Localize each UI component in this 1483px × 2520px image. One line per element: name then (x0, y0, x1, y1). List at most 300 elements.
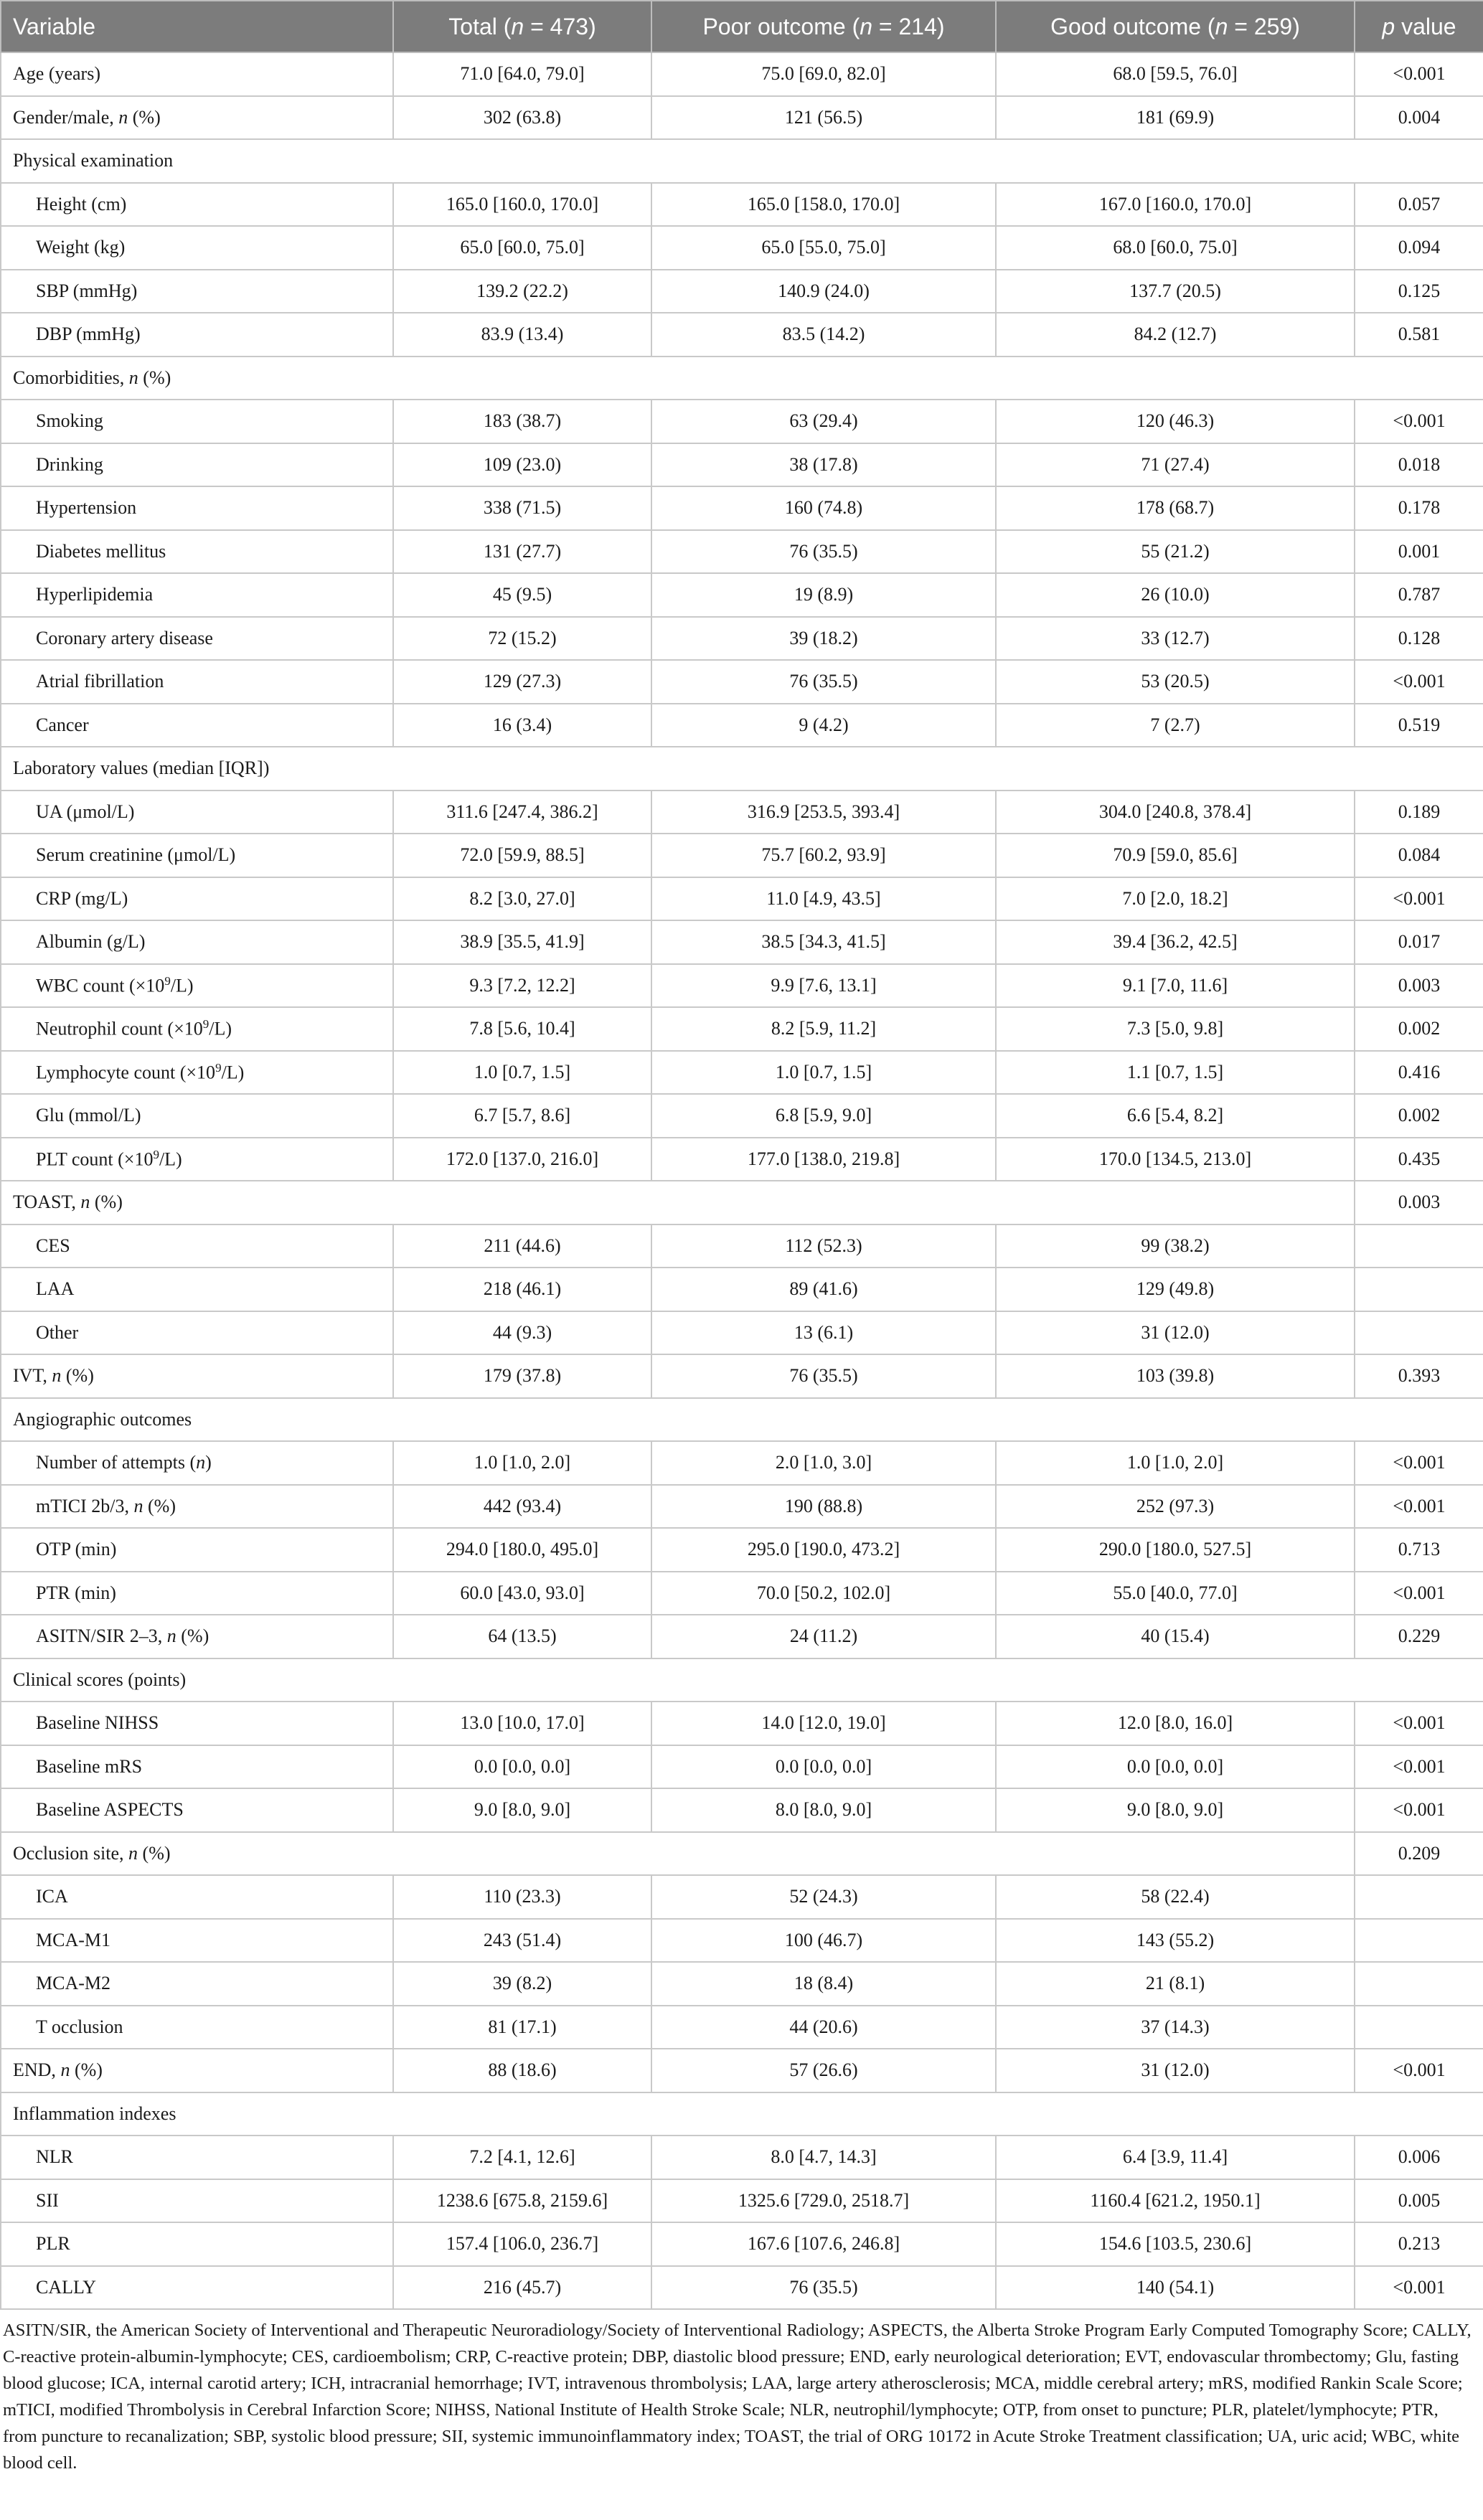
variable-label-suffix: (%) (70, 2059, 103, 2081)
good-outcome-cell: 71 (27.4) (996, 443, 1355, 487)
total-cell: 9.0 [8.0, 9.0] (393, 1788, 651, 1832)
total-cell: 60.0 [43.0, 93.0] (393, 1572, 651, 1615)
p-value-cell: 0.004 (1355, 96, 1483, 140)
good-outcome-cell: 21 (8.1) (996, 1962, 1355, 2006)
table-row (1, 660, 1483, 704)
p-value-cell: 0.001 (1355, 530, 1483, 574)
poor-outcome-cell: 76 (35.5) (651, 660, 996, 704)
n-symbol: n (196, 1452, 206, 1473)
total-cell: 71.0 [64.0, 79.0] (393, 52, 651, 96)
variable-label-suffix: (%) (176, 1625, 209, 1647)
variable-cell (1, 1962, 393, 2006)
total-cell: 39 (8.2) (393, 1962, 651, 2006)
p-value-cell: <0.001 (1355, 400, 1483, 443)
good-outcome-cell: 252 (97.3) (996, 1485, 1355, 1529)
poor-outcome-cell: 8.0 [8.0, 9.0] (651, 1788, 996, 1832)
table-row (1, 791, 1483, 834)
p-value-cell: <0.001 (1355, 1485, 1483, 1529)
poor-outcome-cell: 140.9 (24.0) (651, 270, 996, 313)
variable-cell (1, 920, 393, 964)
p-value-cell: <0.001 (1355, 877, 1483, 921)
p-value-cell: 0.002 (1355, 1094, 1483, 1138)
variable-cell (1, 1441, 393, 1485)
table-row (1, 226, 1483, 270)
p-value-cell: 0.416 (1355, 1051, 1483, 1095)
p-value-cell (1355, 1962, 1483, 2006)
total-cell: 13.0 [10.0, 17.0] (393, 1702, 651, 1745)
variable-label: Angiographic outcomes (13, 1408, 192, 1430)
table-row (1, 1788, 1483, 1832)
p-value-cell: <0.001 (1355, 2049, 1483, 2092)
variable-cell (1, 1138, 393, 1181)
table-row (1, 313, 1483, 357)
variable-label: Inflammation indexes (13, 2103, 176, 2124)
good-outcome-cell: 143 (55.2) (996, 1919, 1355, 1963)
total-cell: 83.9 (13.4) (393, 313, 651, 357)
table-row (1, 1441, 1483, 1485)
total-cell: 72.0 [59.9, 88.5] (393, 834, 651, 877)
good-outcome-cell: 99 (38.2) (996, 1224, 1355, 1268)
total-cell: 88 (18.6) (393, 2049, 651, 2092)
poor-outcome-cell: 6.8 [5.9, 9.0] (651, 1094, 996, 1138)
variable-cell (1, 877, 393, 921)
total-cell: 8.2 [3.0, 27.0] (393, 877, 651, 921)
variable-label: Albumin (g/L) (36, 931, 146, 953)
variable-label: Cancer (36, 714, 89, 735)
total-cell: 81 (17.1) (393, 2006, 651, 2049)
variable-label: DBP (mmHg) (36, 324, 141, 345)
total-cell: 65.0 [60.0, 75.0] (393, 226, 651, 270)
variable-cell (1, 183, 393, 227)
p-value-cell: 0.017 (1355, 920, 1483, 964)
good-outcome-cell: 31 (12.0) (996, 2049, 1355, 2092)
good-outcome-cell: 31 (12.0) (996, 1311, 1355, 1355)
p-value-cell: 0.125 (1355, 270, 1483, 313)
variable-cell (1, 1702, 393, 1745)
table-row (1, 1051, 1483, 1095)
variable-label: MCA-M2 (36, 1973, 111, 1994)
good-outcome-cell: 58 (22.4) (996, 1875, 1355, 1919)
table-row (1, 2049, 1483, 2092)
p-value-cell: 0.393 (1355, 1354, 1483, 1398)
poor-outcome-cell: 9.9 [7.6, 13.1] (651, 964, 996, 1008)
section-row (1, 1181, 1483, 1224)
table-row (1, 486, 1483, 530)
p-value-cell: 0.229 (1355, 1615, 1483, 1658)
variable-label: Hyperlipidemia (36, 584, 154, 605)
variable-cell (1, 1572, 393, 1615)
good-outcome-cell: 7.0 [2.0, 18.2] (996, 877, 1355, 921)
n-symbol: n (80, 1191, 90, 1213)
variable-label: Coronary artery disease (36, 627, 213, 648)
poor-outcome-cell: 100 (46.7) (651, 1919, 996, 1963)
good-outcome-cell: 6.6 [5.4, 8.2] (996, 1094, 1355, 1138)
table-row (1, 1007, 1483, 1051)
variable-cell (1, 52, 393, 96)
p-value-cell: 0.519 (1355, 704, 1483, 747)
good-outcome-cell: 9.0 [8.0, 9.0] (996, 1788, 1355, 1832)
poor-outcome-cell: 19 (8.9) (651, 573, 996, 617)
good-outcome-cell: 304.0 [240.8, 378.4] (996, 791, 1355, 834)
variable-label: UA (μmol/L) (36, 801, 135, 822)
total-cell: 7.8 [5.6, 10.4] (393, 1007, 651, 1051)
variable-cell (1, 443, 393, 487)
good-outcome-cell: 103 (39.8) (996, 1354, 1355, 1398)
variable-label: Neutrophil count (×10 (36, 1019, 203, 1040)
variable-cell (1, 1051, 393, 1095)
variable-cell (1, 1311, 393, 1355)
variable-cell (1, 2179, 393, 2223)
variable-label-suffix: (%) (143, 1495, 176, 1516)
p-value-cell: 0.003 (1355, 1181, 1483, 1224)
table-row (1, 1138, 1483, 1181)
total-cell: 72 (15.2) (393, 617, 651, 661)
variable-cell (1, 2266, 393, 2310)
superscript: 9 (215, 1060, 222, 1075)
poor-outcome-cell: 39 (18.2) (651, 617, 996, 661)
good-outcome-cell: 33 (12.7) (996, 617, 1355, 661)
n-symbol: n (166, 1625, 176, 1647)
good-outcome-cell: 170.0 [134.5, 213.0] (996, 1138, 1355, 1181)
variable-label: CES (36, 1235, 70, 1256)
variable-label: CRP (mg/L) (36, 887, 128, 909)
p-value-cell: <0.001 (1355, 1441, 1483, 1485)
variable-label: CALLY (36, 2276, 97, 2298)
p-value-cell: 0.005 (1355, 2179, 1483, 2223)
good-outcome-cell: 68.0 [59.5, 76.0] (996, 52, 1355, 96)
total-cell: 165.0 [160.0, 170.0] (393, 183, 651, 227)
variable-label: Laboratory values (median [IQR]) (13, 758, 270, 779)
p-value-cell: 0.713 (1355, 1528, 1483, 1572)
table-row (1, 2266, 1483, 2310)
variable-cell (1, 2136, 393, 2179)
n-symbol: n (52, 1365, 62, 1387)
variable-cell (1, 530, 393, 574)
variable-label: Lymphocyte count (×10 (36, 1062, 216, 1083)
good-outcome-cell: 7.3 [5.0, 9.8] (996, 1007, 1355, 1051)
variable-label: mTICI 2b/3, (36, 1495, 134, 1516)
variable-label: Comorbidities, (13, 367, 129, 388)
variable-cell (1, 1658, 1483, 1702)
total-cell: 45 (9.5) (393, 573, 651, 617)
total-cell: 183 (38.7) (393, 400, 651, 443)
p-value-cell (1355, 1268, 1483, 1311)
table-row (1, 2136, 1483, 2179)
p-value-cell: 0.018 (1355, 443, 1483, 487)
variable-label: WBC count (×10 (36, 975, 165, 996)
variable-label: ASITN/SIR 2–3, (36, 1625, 167, 1647)
table-row (1, 1572, 1483, 1615)
n-symbol: n (128, 367, 138, 388)
variable-cell (1, 617, 393, 661)
total-cell: 1.0 [0.7, 1.5] (393, 1051, 651, 1095)
variable-cell (1, 1832, 1355, 1876)
variable-label: Baseline ASPECTS (36, 1799, 184, 1821)
variable-cell (1, 964, 393, 1008)
table-footnote: ASITN/SIR, the American Society of Interventional and Therapeutic Neuroradiology/Society of Interventional Radiology; ASPECTS, the Alberta Stroke Program Early Computed Tomography Score; CALLY, C-reactive protein-albumin-lymphocyte; CES, cardioembolism; CRP, C-reactive protein; DBP, diastolic blood pressure; END, early neurological deterioration; EVT, endovascular thrombectomy; Glu, fasting blood glucose; ICA, internal carotid artery; ICH, intracranial hemorrhage; IVT, intravenous thrombolysis; LAA, large artery atherosclerosis; MCA, middle cerebral artery; mRS, modified Rankin Scale Score; mTICI, modified Thrombolysis in Cerebral Infarction Score; NIHSS, National Institute of Health Stroke Scale; NLR, neutrophil/lymphocyte; OTP, from onset to puncture; PLR, platelet/lymphocyte; PTR, from puncture to recanalization; SBP, systolic blood pressure; SII, systemic immunoinflammatory index; TOAST, the trial of ORG 10172 in Acute Stroke Treatment classification; UA, uric acid; WBC, white blood cell. (3, 2321, 1472, 2473)
variable-cell (1, 1528, 393, 1572)
variable-label-suffix: (%) (138, 1842, 171, 1864)
variable-label: NLR (36, 2146, 73, 2168)
good-outcome-cell: 55.0 [40.0, 77.0] (996, 1572, 1355, 1615)
poor-outcome-cell: 0.0 [0.0, 0.0] (651, 1745, 996, 1789)
variable-label: Diabetes mellitus (36, 540, 166, 562)
variable-cell (1, 1875, 393, 1919)
good-outcome-cell: 1.1 [0.7, 1.5] (996, 1051, 1355, 1095)
table-row (1, 1224, 1483, 1268)
p-value-cell: 0.209 (1355, 1832, 1483, 1876)
poor-outcome-cell: 18 (8.4) (651, 1962, 996, 2006)
poor-outcome-cell: 75.7 [60.2, 93.9] (651, 834, 996, 877)
section-row (1, 1658, 1483, 1702)
section-row (1, 747, 1483, 791)
poor-outcome-cell: 167.6 [107.6, 246.8] (651, 2222, 996, 2266)
table-row (1, 704, 1483, 747)
total-cell: 211 (44.6) (393, 1224, 651, 1268)
table-row (1, 400, 1483, 443)
total-cell: 129 (27.3) (393, 660, 651, 704)
section-row (1, 139, 1483, 183)
section-row (1, 357, 1483, 400)
poor-outcome-cell: 1.0 [0.7, 1.5] (651, 1051, 996, 1095)
poor-outcome-cell: 44 (20.6) (651, 2006, 996, 2049)
table-row (1, 920, 1483, 964)
total-cell: 6.7 [5.7, 8.6] (393, 1094, 651, 1138)
poor-outcome-cell: 121 (56.5) (651, 96, 996, 140)
header-p-value: p value (1355, 1, 1483, 52)
good-outcome-cell: 7 (2.7) (996, 704, 1355, 747)
total-cell: 64 (13.5) (393, 1615, 651, 1658)
good-outcome-cell: 9.1 [7.0, 11.6] (996, 964, 1355, 1008)
p-value-cell: 0.213 (1355, 2222, 1483, 2266)
poor-outcome-cell: 83.5 (14.2) (651, 313, 996, 357)
p-value-cell: 0.178 (1355, 486, 1483, 530)
good-outcome-cell: 84.2 (12.7) (996, 313, 1355, 357)
poor-outcome-cell: 112 (52.3) (651, 1224, 996, 1268)
table-row (1, 1745, 1483, 1789)
table-row (1, 834, 1483, 877)
table-row (1, 443, 1483, 487)
variable-cell (1, 1788, 393, 1832)
variable-cell (1, 1181, 1355, 1224)
poor-outcome-cell: 9 (4.2) (651, 704, 996, 747)
poor-outcome-cell: 1325.6 [729.0, 2518.7] (651, 2179, 996, 2223)
poor-outcome-cell: 295.0 [190.0, 473.2] (651, 1528, 996, 1572)
poor-outcome-cell: 165.0 [158.0, 170.0] (651, 183, 996, 227)
variable-cell (1, 1919, 393, 1963)
variable-cell (1, 2222, 393, 2266)
good-outcome-cell: 53 (20.5) (996, 660, 1355, 704)
variable-cell (1, 313, 393, 357)
table-row (1, 270, 1483, 313)
good-outcome-cell: 0.0 [0.0, 0.0] (996, 1745, 1355, 1789)
variable-cell (1, 357, 1483, 400)
total-cell: 218 (46.1) (393, 1268, 651, 1311)
variable-label: Age (years) (13, 63, 100, 85)
table-row (1, 1615, 1483, 1658)
total-cell: 16 (3.4) (393, 704, 651, 747)
variable-cell (1, 791, 393, 834)
variable-label: Clinical scores (points) (13, 1669, 187, 1690)
good-outcome-cell: 26 (10.0) (996, 573, 1355, 617)
variable-label: Atrial fibrillation (36, 671, 164, 692)
poor-outcome-cell: 11.0 [4.9, 43.5] (651, 877, 996, 921)
variable-cell (1, 270, 393, 313)
variable-label: Gender/male, (13, 106, 119, 128)
variable-label: MCA-M1 (36, 1929, 111, 1950)
p-value-cell (1355, 2006, 1483, 2049)
variable-label-suffix: ) (205, 1452, 212, 1473)
p-value-cell (1355, 1311, 1483, 1355)
good-outcome-cell: 12.0 [8.0, 16.0] (996, 1702, 1355, 1745)
p-value-cell: <0.001 (1355, 52, 1483, 96)
good-outcome-cell: 39.4 [36.2, 42.5] (996, 920, 1355, 964)
poor-outcome-cell: 38 (17.8) (651, 443, 996, 487)
total-cell: 0.0 [0.0, 0.0] (393, 1745, 651, 1789)
variable-label: Height (cm) (36, 193, 127, 214)
variable-cell (1, 1224, 393, 1268)
header-variable: Variable (1, 1, 393, 52)
good-outcome-cell: 154.6 [103.5, 230.6] (996, 2222, 1355, 2266)
variable-cell (1, 1268, 393, 1311)
table-row (1, 1875, 1483, 1919)
p-value-cell: <0.001 (1355, 1572, 1483, 1615)
variable-cell (1, 1094, 393, 1138)
variable-cell (1, 1745, 393, 1789)
table-row (1, 964, 1483, 1008)
good-outcome-cell: 137.7 (20.5) (996, 270, 1355, 313)
good-outcome-cell: 1.0 [1.0, 2.0] (996, 1441, 1355, 1485)
variable-label-suffix: (%) (61, 1365, 94, 1387)
total-cell: 172.0 [137.0, 216.0] (393, 1138, 651, 1181)
table-row (1, 1485, 1483, 1529)
header-total: Total (n = 473) (393, 1, 651, 52)
total-cell: 179 (37.8) (393, 1354, 651, 1398)
table-header-row (1, 1, 1483, 52)
variable-cell (1, 1007, 393, 1051)
variable-label: Physical examination (13, 150, 174, 171)
total-cell: 1238.6 [675.8, 2159.6] (393, 2179, 651, 2223)
poor-outcome-cell: 190 (88.8) (651, 1485, 996, 1529)
poor-outcome-cell: 14.0 [12.0, 19.0] (651, 1702, 996, 1745)
p-value-cell: 0.128 (1355, 617, 1483, 661)
variable-label: IVT, (13, 1365, 52, 1387)
good-outcome-cell: 167.0 [160.0, 170.0] (996, 183, 1355, 227)
p-value-cell: <0.001 (1355, 1702, 1483, 1745)
variable-label-suffix: (%) (138, 367, 171, 388)
table-row (1, 617, 1483, 661)
total-cell: 139.2 (22.2) (393, 270, 651, 313)
good-outcome-cell: 40 (15.4) (996, 1615, 1355, 1658)
variable-cell (1, 834, 393, 877)
table-row (1, 1702, 1483, 1745)
variable-cell (1, 2006, 393, 2049)
total-cell: 110 (23.3) (393, 1875, 651, 1919)
p-value-cell (1355, 1919, 1483, 1963)
variable-label: Drinking (36, 453, 103, 475)
poor-outcome-cell: 89 (41.6) (651, 1268, 996, 1311)
good-outcome-cell: 1160.4 [621.2, 1950.1] (996, 2179, 1355, 2223)
p-value-cell: <0.001 (1355, 1788, 1483, 1832)
total-cell: 1.0 [1.0, 2.0] (393, 1441, 651, 1485)
good-outcome-cell: 68.0 [60.0, 75.0] (996, 226, 1355, 270)
p-value-cell: 0.002 (1355, 1007, 1483, 1051)
total-cell: 109 (23.0) (393, 443, 651, 487)
p-value-cell (1355, 1875, 1483, 1919)
variable-label-suffix: /L) (209, 1019, 232, 1040)
variable-cell (1, 2049, 393, 2092)
variable-label: Hypertension (36, 497, 137, 519)
section-row (1, 1832, 1483, 1876)
variable-label: Glu (mmol/L) (36, 1105, 141, 1126)
total-cell: 243 (51.4) (393, 1919, 651, 1963)
variable-cell (1, 2092, 1483, 2136)
p-value-cell (1355, 1224, 1483, 1268)
variable-cell (1, 1615, 393, 1658)
poor-outcome-cell: 316.9 [253.5, 393.4] (651, 791, 996, 834)
poor-outcome-cell: 63 (29.4) (651, 400, 996, 443)
variable-label-suffix: /L) (170, 975, 194, 996)
variable-label: Smoking (36, 410, 103, 432)
p-value-cell: <0.001 (1355, 1745, 1483, 1789)
p-value-cell: 0.057 (1355, 183, 1483, 227)
variable-cell (1, 1354, 393, 1398)
table-body (1, 52, 1483, 2309)
good-outcome-cell: 178 (68.7) (996, 486, 1355, 530)
total-cell: 9.3 [7.2, 12.2] (393, 964, 651, 1008)
table-row (1, 877, 1483, 921)
n-symbol: n (128, 1842, 138, 1864)
table-row (1, 1354, 1483, 1398)
n-symbol: n (60, 2059, 70, 2081)
poor-outcome-cell: 52 (24.3) (651, 1875, 996, 1919)
poor-outcome-cell: 38.5 [34.3, 41.5] (651, 920, 996, 964)
variable-cell (1, 486, 393, 530)
variable-label: SII (36, 2189, 59, 2211)
variable-cell (1, 96, 393, 140)
variable-label: PTR (min) (36, 1582, 116, 1603)
variable-label: PLT count (×10 (36, 1148, 154, 1170)
table-row (1, 96, 1483, 140)
table-row (1, 183, 1483, 227)
variable-cell (1, 573, 393, 617)
p-value-cell: 0.094 (1355, 226, 1483, 270)
table-row (1, 1528, 1483, 1572)
superscript: 9 (164, 973, 171, 988)
n-symbol: n (118, 106, 128, 128)
poor-outcome-cell: 57 (26.6) (651, 2049, 996, 2092)
poor-outcome-cell: 177.0 [138.0, 219.8] (651, 1138, 996, 1181)
poor-outcome-cell: 13 (6.1) (651, 1311, 996, 1355)
total-cell: 157.4 [106.0, 236.7] (393, 2222, 651, 2266)
superscript: 9 (153, 1147, 159, 1161)
variable-label-suffix: /L) (159, 1148, 182, 1170)
variable-cell (1, 139, 1483, 183)
p-value-cell: <0.001 (1355, 660, 1483, 704)
p-value-cell: 0.189 (1355, 791, 1483, 834)
variable-label-suffix: /L) (221, 1062, 245, 1083)
p-value-cell: 0.003 (1355, 964, 1483, 1008)
variable-label: Serum creatinine (μmol/L) (36, 844, 236, 866)
table-row (1, 1962, 1483, 2006)
variable-label-suffix: (%) (90, 1191, 123, 1213)
table-row (1, 1094, 1483, 1138)
good-outcome-cell: 55 (21.2) (996, 530, 1355, 574)
variable-label: Number of attempts ( (36, 1452, 197, 1473)
p-value-cell: <0.001 (1355, 2266, 1483, 2310)
table-row (1, 2222, 1483, 2266)
p-value-cell: 0.581 (1355, 313, 1483, 357)
